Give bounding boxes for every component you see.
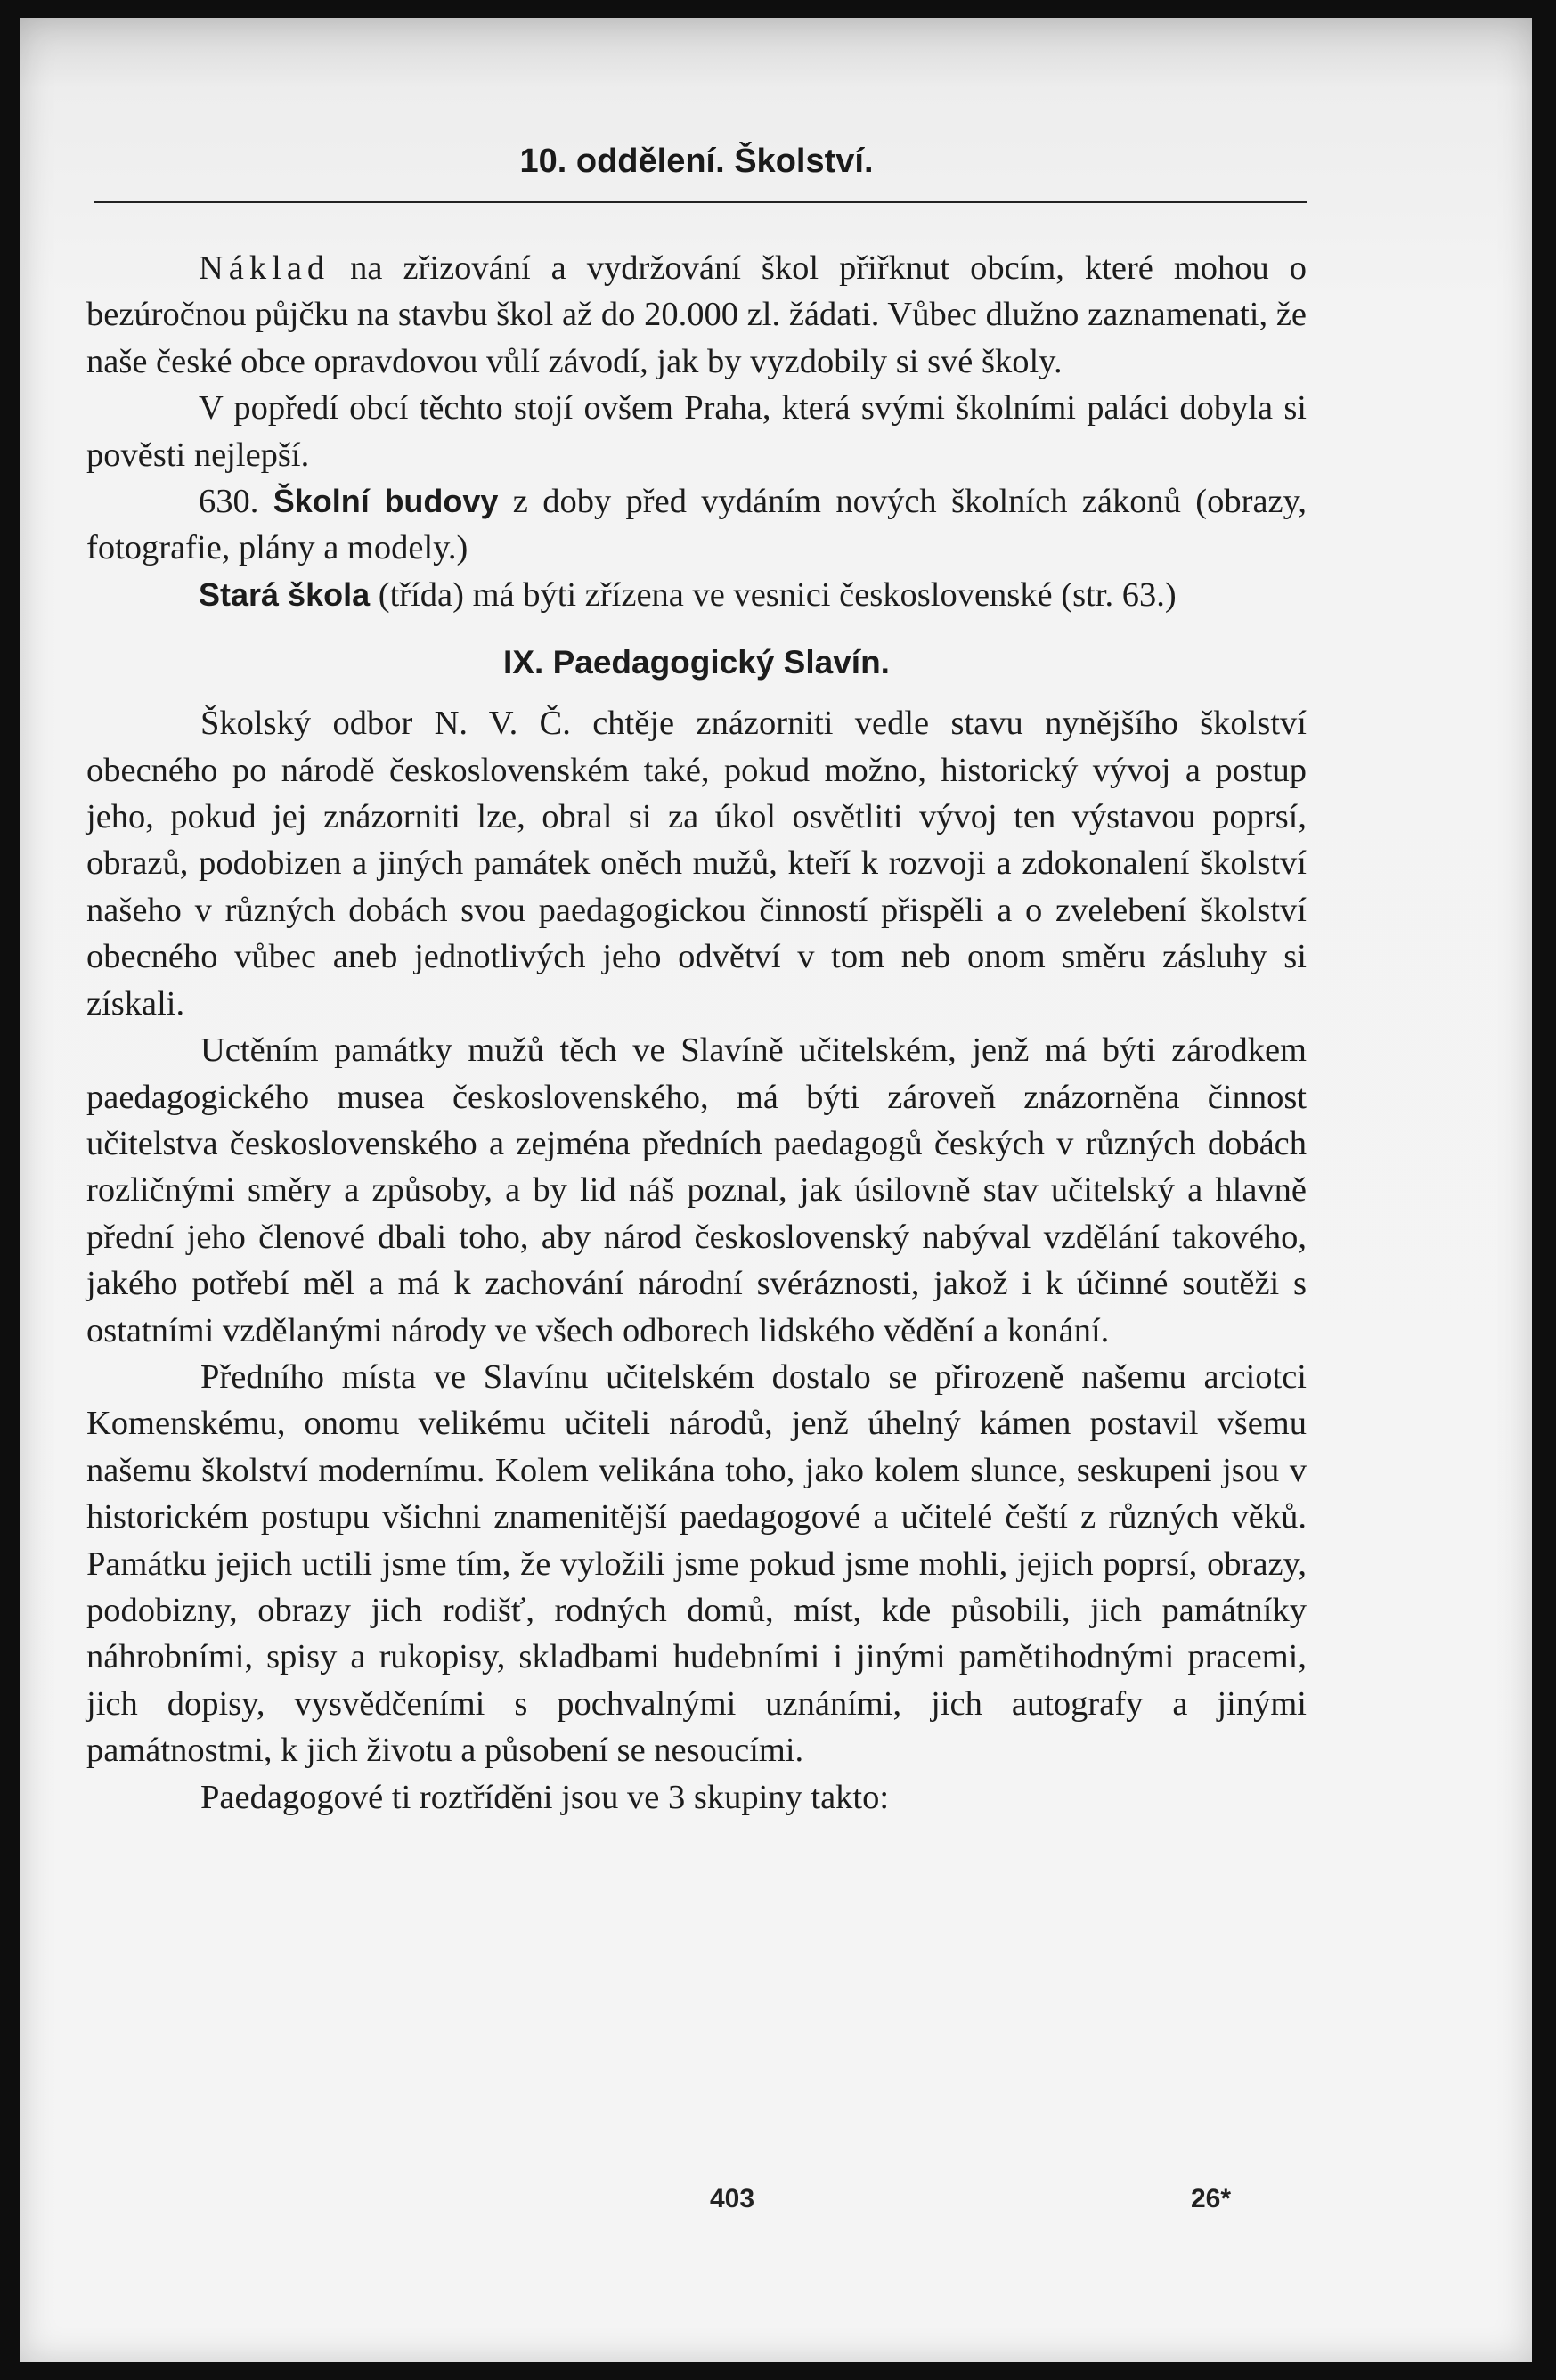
entry-number: 630.: [199, 483, 259, 521]
entry-title: Školní budovy: [273, 483, 499, 520]
section-paragraph: Uctěním památky mužů těch ve Slavíně učitelském, jenž má býti zárodkem paedagogického musea československého, má býti zároveň znázorněna činnost učitelstva československého a zejména předních paedagogů českých v různých dobách rozličnými směry a způsoby, a by lid náš poznal, jak úsilovně stav učitelský a hlavně přední jeho členové dbali toho, aby národ československý nabýval vzdělání takového, jakého potřebí měl a má k zachování národní svéráznosti, jakož i k účinné soutěži s ostatními vzdělanými národy ve všech odborech lidského vědění a konání.: [86, 1031, 1307, 1349]
paragraph-text: na zřizování a vydržování škol přiřknut obcím, které mohou o bezúročnou půjčku na stavbu škol až do 20.000 zl. žádati. Vůbec dlužno zaznamenati, že naše české obce opravdovou vůlí závodí, jak by vyzdobily si své školy.: [86, 249, 1307, 380]
entry-title: Stará škola: [199, 575, 371, 613]
paragraph-entry-630: [86, 478, 1307, 572]
entry-text: z doby před vydáním nových školních zákonů (obrazy, fotografie, plány a modely.): [86, 483, 1308, 567]
spaced-lead-word: Náklad: [199, 249, 330, 287]
running-header: 10. oddělení. Školství.: [519, 143, 874, 180]
section-paragraph: Paedagogové ti roztříděni jsou ve 3 skupiny takto:: [200, 1778, 890, 1816]
paragraph-naklad: [86, 245, 1307, 385]
paragraph-praha: [86, 385, 1307, 478]
page-body: [86, 245, 1307, 1821]
paragraph-text: V popředí obcí těchto stojí ovšem Praha, která svými školními paláci dobyla si pověsti nejlepší.: [86, 389, 1307, 474]
section-title: IX. Paedagogický Slavín.: [503, 644, 890, 681]
paragraph-stara-skola: [86, 572, 1307, 618]
entry-text: (třída) má býti zřízena ve vesnici československé (str. 63.): [370, 575, 1177, 614]
section-paragraph: Školský odbor N. V. Č. chtěje znázorniti vedle stavu nynějšího školství obecného po národě československém také, pokud možno, historický vývoj a postup jeho, pokud jej znázorniti lze, obral si za úkol osvětliti vývoj ten výstavou poprsí, obrazů, podobizen a jiných památek oněch mužů, kteří k rozvoji a zdokonalení školství našeho v různých dobách svou paedagogickou činností přispěli a o zvelebení školství obecného vůbec aneb jednotlivých jeho odvětví v tom neb onom směru zásluhy si získali.: [86, 705, 1307, 1023]
scanned-page: [20, 18, 1532, 2362]
section-paragraph: Předního místa ve Slavínu učitelském dostalo se přirozeně našemu arciotci Komenskému, onomu velikému učiteli národů, jenž úhelný kámen postavil všemu našemu školství modernímu. Kolem velikána toho, jako kolem slunce, seskupeni jsou v historickém postupu všichni znamenitější paedagogové a učitelé čeští z různých věků. Památku jejich uctili jsme tím, že vyložili jsme pokud jsme mohli, jejich poprsí, obrazy, podobizny, obrazy jich rodišť, rodných domů, míst, kde působili, jich památníky náhrobními, spisy a rukopisy, skladbami hudebními i jinými pamětihodnými pracemi, jich dopisy, vysvědčeními s pochvalnými uznáními, jich autografy a jinými památnostmi, k jich životu a působení se nesoucími.: [86, 1357, 1307, 1770]
page-number: 403: [710, 2184, 755, 2213]
signature-mark: 26*: [1191, 2184, 1232, 2213]
header-rule: [94, 201, 1307, 203]
